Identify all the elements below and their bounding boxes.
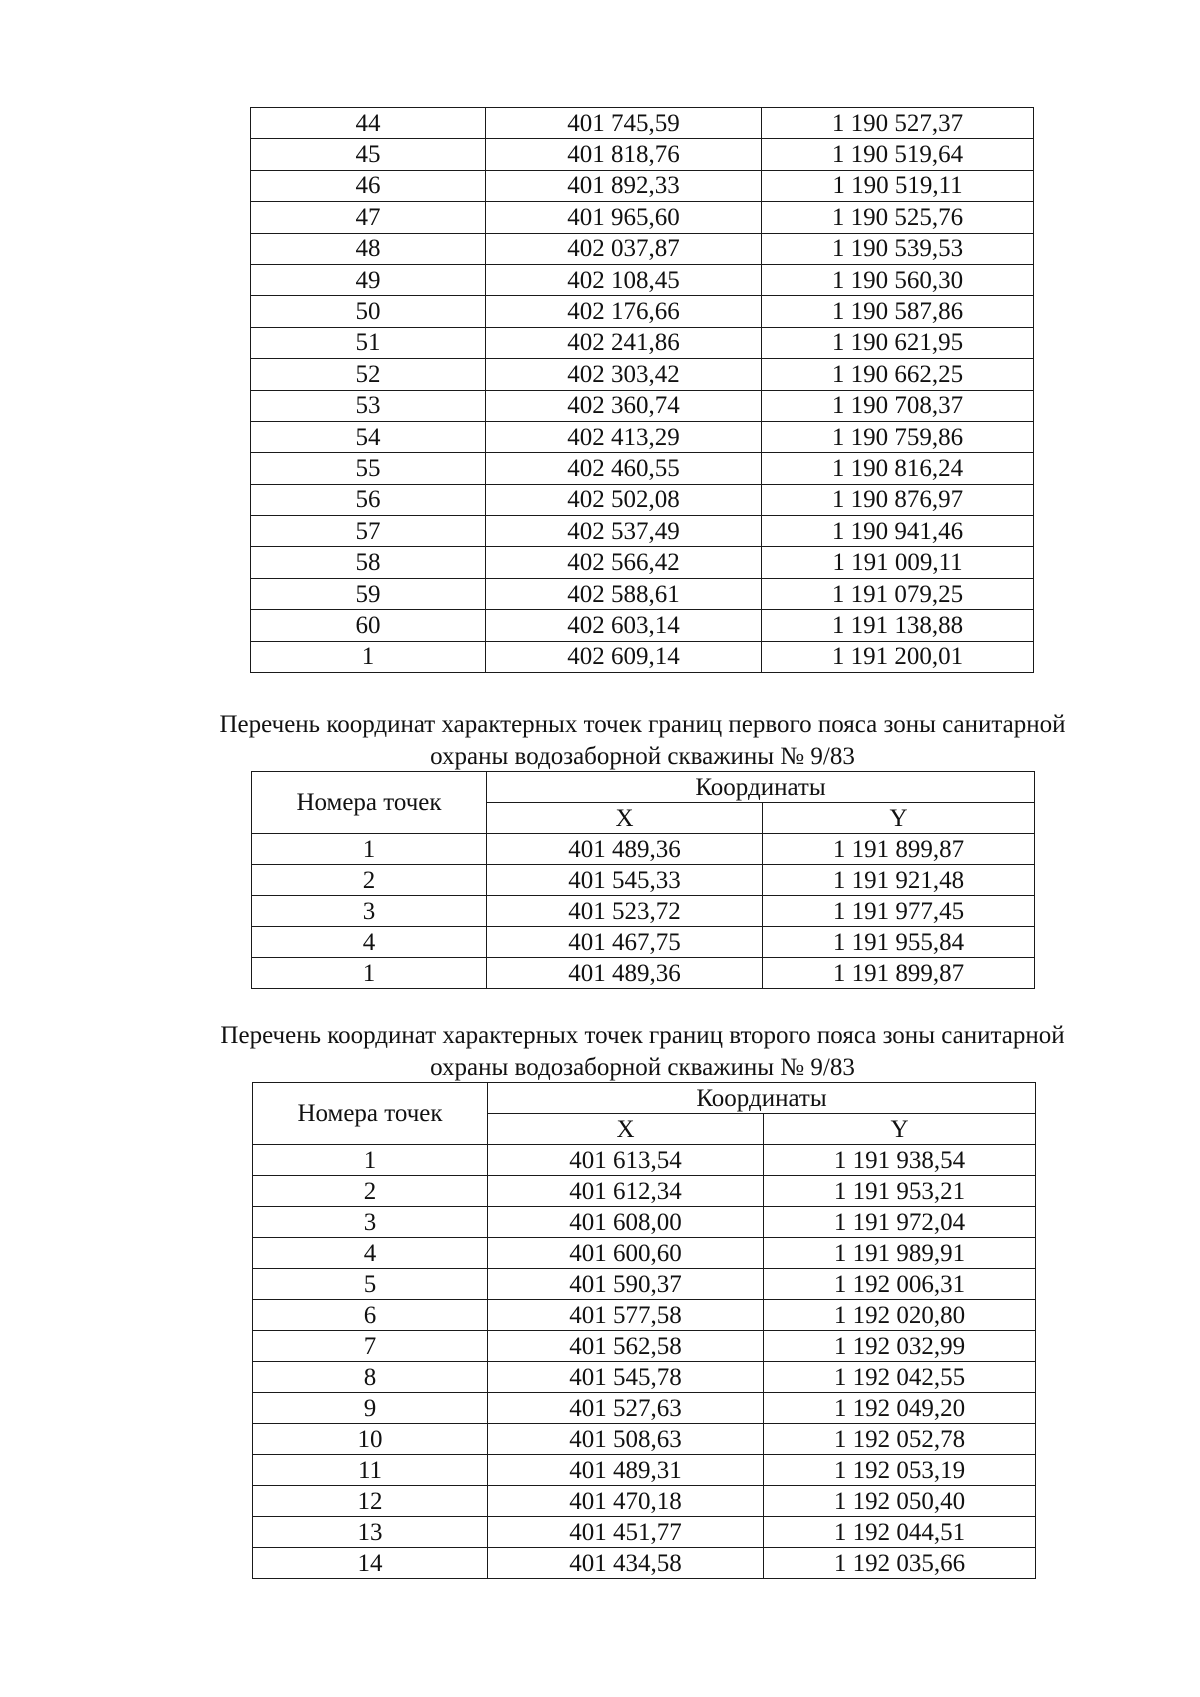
- table-row: [253, 1362, 1036, 1393]
- x-coordinate-cell: 401 612,34: [488, 1176, 764, 1207]
- header-x: X: [487, 803, 763, 834]
- point-number-cell: 59: [251, 578, 486, 609]
- table-row: [251, 296, 1034, 327]
- point-number-cell: 2: [252, 865, 487, 896]
- x-coordinate-cell: 401 434,58: [488, 1548, 764, 1579]
- x-coordinate-cell: 401 508,63: [488, 1424, 764, 1455]
- x-coordinate-cell: 401 613,54: [488, 1145, 764, 1176]
- second-belt-caption: [150, 1020, 1135, 1084]
- header-coordinates: Координаты: [487, 772, 1035, 803]
- y-coordinate-cell: 1 192 052,78: [764, 1424, 1036, 1455]
- second-belt-table-body: [253, 1145, 1036, 1579]
- x-coordinate-cell: 402 413,29: [486, 421, 762, 452]
- point-number-cell: 44: [251, 108, 486, 139]
- x-coordinate-cell: 401 527,63: [488, 1393, 764, 1424]
- point-number-cell: 12: [253, 1486, 488, 1517]
- table-row: [253, 1269, 1036, 1300]
- point-number-cell: 1: [252, 958, 487, 989]
- y-coordinate-cell: 1 191 200,01: [762, 641, 1034, 672]
- y-coordinate-cell: 1 191 972,04: [764, 1207, 1036, 1238]
- point-number-cell: 4: [252, 927, 487, 958]
- table-row: [251, 484, 1034, 515]
- table-row: [253, 1176, 1036, 1207]
- point-number-cell: 56: [251, 484, 486, 515]
- coordinates-table-body: [251, 108, 1034, 673]
- y-coordinate-cell: 1 192 032,99: [764, 1331, 1036, 1362]
- y-coordinate-cell: 1 191 921,48: [763, 865, 1035, 896]
- y-coordinate-cell: 1 191 079,25: [762, 578, 1034, 609]
- y-coordinate-cell: 1 192 044,51: [764, 1517, 1036, 1548]
- table-row: [253, 1145, 1036, 1176]
- point-number-cell: 14: [253, 1548, 488, 1579]
- x-coordinate-cell: 402 241,86: [486, 327, 762, 358]
- x-coordinate-cell: 401 489,36: [487, 834, 763, 865]
- y-coordinate-cell: 1 192 050,40: [764, 1486, 1036, 1517]
- x-coordinate-cell: 402 588,61: [486, 578, 762, 609]
- point-number-cell: 10: [253, 1424, 488, 1455]
- x-coordinate-cell: 401 600,60: [488, 1238, 764, 1269]
- point-number-cell: 3: [252, 896, 487, 927]
- y-coordinate-cell: 1 190 621,95: [762, 327, 1034, 358]
- x-coordinate-cell: 401 489,31: [488, 1455, 764, 1486]
- second-belt-caption-line2: охраны водозаборной скважины № 9/83: [430, 1054, 855, 1081]
- first-belt-coordinates-table: [251, 771, 1035, 989]
- table-row: [251, 516, 1034, 547]
- point-number-cell: 4: [253, 1238, 488, 1269]
- point-number-cell: 1: [252, 834, 487, 865]
- header-y: Y: [763, 803, 1035, 834]
- point-number-cell: 48: [251, 233, 486, 264]
- point-number-cell: 53: [251, 390, 486, 421]
- point-number-cell: 52: [251, 359, 486, 390]
- table-row: [251, 327, 1034, 358]
- y-coordinate-cell: 1 191 953,21: [764, 1176, 1036, 1207]
- point-number-cell: 57: [251, 516, 486, 547]
- table-row: [253, 1331, 1036, 1362]
- header-x: X: [488, 1114, 764, 1145]
- header-y: Y: [764, 1114, 1036, 1145]
- point-number-cell: 51: [251, 327, 486, 358]
- y-coordinate-cell: 1 191 989,91: [764, 1238, 1036, 1269]
- point-number-cell: 5: [253, 1269, 488, 1300]
- x-coordinate-cell: 401 545,33: [487, 865, 763, 896]
- x-coordinate-cell: 402 176,66: [486, 296, 762, 327]
- x-coordinate-cell: 401 545,78: [488, 1362, 764, 1393]
- point-number-cell: 13: [253, 1517, 488, 1548]
- table-row: [251, 578, 1034, 609]
- x-coordinate-cell: 401 745,59: [486, 108, 762, 139]
- table-row: [252, 834, 1035, 865]
- y-coordinate-cell: 1 190 525,76: [762, 202, 1034, 233]
- table-row: [253, 1300, 1036, 1331]
- second-belt-coordinates-table: [252, 1082, 1036, 1579]
- table-row: [253, 1517, 1036, 1548]
- table-row: [251, 641, 1034, 672]
- table-row: [252, 927, 1035, 958]
- point-number-cell: 54: [251, 421, 486, 452]
- x-coordinate-cell: 401 892,33: [486, 170, 762, 201]
- point-number-cell: 55: [251, 453, 486, 484]
- point-number-cell: 1: [251, 641, 486, 672]
- table-row: [251, 390, 1034, 421]
- point-number-cell: 49: [251, 264, 486, 295]
- y-coordinate-cell: 1 191 955,84: [763, 927, 1035, 958]
- x-coordinate-cell: 402 502,08: [486, 484, 762, 515]
- y-coordinate-cell: 1 191 138,88: [762, 610, 1034, 641]
- x-coordinate-cell: 401 470,18: [488, 1486, 764, 1517]
- table-row: [251, 233, 1034, 264]
- point-number-cell: 58: [251, 547, 486, 578]
- table-row: [253, 1486, 1036, 1517]
- first-belt-table-body: [252, 834, 1035, 989]
- y-coordinate-cell: 1 191 899,87: [763, 958, 1035, 989]
- x-coordinate-cell: 401 965,60: [486, 202, 762, 233]
- x-coordinate-cell: 401 489,36: [487, 958, 763, 989]
- second-belt-caption-line1: Перечень координат характерных точек границ второго пояса зоны санитарной: [220, 1022, 1065, 1049]
- y-coordinate-cell: 1 192 042,55: [764, 1362, 1036, 1393]
- x-coordinate-cell: 401 608,00: [488, 1207, 764, 1238]
- table-row: [251, 453, 1034, 484]
- y-coordinate-cell: 1 191 899,87: [763, 834, 1035, 865]
- x-coordinate-cell: 402 609,14: [486, 641, 762, 672]
- x-coordinate-cell: 401 590,37: [488, 1269, 764, 1300]
- table-row: [252, 865, 1035, 896]
- y-coordinate-cell: 1 191 009,11: [762, 547, 1034, 578]
- table-row: [251, 170, 1034, 201]
- point-number-cell: 1: [253, 1145, 488, 1176]
- point-number-cell: 45: [251, 139, 486, 170]
- x-coordinate-cell: 402 303,42: [486, 359, 762, 390]
- coordinates-table-continued: [250, 107, 1034, 673]
- point-number-cell: 50: [251, 296, 486, 327]
- x-coordinate-cell: 402 460,55: [486, 453, 762, 484]
- y-coordinate-cell: 1 190 587,86: [762, 296, 1034, 327]
- point-number-cell: 2: [253, 1176, 488, 1207]
- x-coordinate-cell: 401 467,75: [487, 927, 763, 958]
- point-number-cell: 9: [253, 1393, 488, 1424]
- y-coordinate-cell: 1 190 759,86: [762, 421, 1034, 452]
- y-coordinate-cell: 1 190 876,97: [762, 484, 1034, 515]
- y-coordinate-cell: 1 190 527,37: [762, 108, 1034, 139]
- table-row: [251, 359, 1034, 390]
- point-number-cell: 3: [253, 1207, 488, 1238]
- header-coordinates: Координаты: [488, 1083, 1036, 1114]
- table-row: [251, 421, 1034, 452]
- point-number-cell: 60: [251, 610, 486, 641]
- y-coordinate-cell: 1 192 020,80: [764, 1300, 1036, 1331]
- y-coordinate-cell: 1 192 006,31: [764, 1269, 1036, 1300]
- table-row: [251, 264, 1034, 295]
- x-coordinate-cell: 402 566,42: [486, 547, 762, 578]
- y-coordinate-cell: 1 190 662,25: [762, 359, 1034, 390]
- first-belt-caption-line1: Перечень координат характерных точек границ первого пояса зоны санитарной: [219, 711, 1066, 738]
- y-coordinate-cell: 1 190 519,64: [762, 139, 1034, 170]
- x-coordinate-cell: 401 562,58: [488, 1331, 764, 1362]
- table-row: [253, 1455, 1036, 1486]
- x-coordinate-cell: 401 523,72: [487, 896, 763, 927]
- point-number-cell: 6: [253, 1300, 488, 1331]
- y-coordinate-cell: 1 191 938,54: [764, 1145, 1036, 1176]
- y-coordinate-cell: 1 190 539,53: [762, 233, 1034, 264]
- y-coordinate-cell: 1 190 519,11: [762, 170, 1034, 201]
- header-points-number: Номера точек: [253, 1083, 488, 1145]
- x-coordinate-cell: 402 360,74: [486, 390, 762, 421]
- x-coordinate-cell: 402 603,14: [486, 610, 762, 641]
- y-coordinate-cell: 1 192 049,20: [764, 1393, 1036, 1424]
- table-row: [252, 896, 1035, 927]
- point-number-cell: 7: [253, 1331, 488, 1362]
- header-points-number: Номера точек: [252, 772, 487, 834]
- y-coordinate-cell: 1 190 708,37: [762, 390, 1034, 421]
- table-row: [253, 1207, 1036, 1238]
- table-row: [252, 958, 1035, 989]
- y-coordinate-cell: 1 190 560,30: [762, 264, 1034, 295]
- point-number-cell: 8: [253, 1362, 488, 1393]
- x-coordinate-cell: 402 037,87: [486, 233, 762, 264]
- table-row: [251, 547, 1034, 578]
- table-row: [251, 139, 1034, 170]
- x-coordinate-cell: 401 818,76: [486, 139, 762, 170]
- table-row: [253, 1238, 1036, 1269]
- point-number-cell: 11: [253, 1455, 488, 1486]
- y-coordinate-cell: 1 192 053,19: [764, 1455, 1036, 1486]
- y-coordinate-cell: 1 190 941,46: [762, 516, 1034, 547]
- x-coordinate-cell: 401 451,77: [488, 1517, 764, 1548]
- x-coordinate-cell: 401 577,58: [488, 1300, 764, 1331]
- table-row: [253, 1548, 1036, 1579]
- point-number-cell: 46: [251, 170, 486, 201]
- first-belt-caption-line2: охраны водозаборной скважины № 9/83: [430, 743, 855, 770]
- y-coordinate-cell: 1 190 816,24: [762, 453, 1034, 484]
- table-header-row: [253, 1083, 1036, 1114]
- table-row: [251, 610, 1034, 641]
- x-coordinate-cell: 402 108,45: [486, 264, 762, 295]
- point-number-cell: 47: [251, 202, 486, 233]
- y-coordinate-cell: 1 192 035,66: [764, 1548, 1036, 1579]
- table-header-row: [252, 772, 1035, 803]
- table-row: [253, 1424, 1036, 1455]
- x-coordinate-cell: 402 537,49: [486, 516, 762, 547]
- table-row: [251, 202, 1034, 233]
- y-coordinate-cell: 1 191 977,45: [763, 896, 1035, 927]
- first-belt-caption: [150, 709, 1135, 773]
- table-row: [253, 1393, 1036, 1424]
- table-row: [251, 108, 1034, 139]
